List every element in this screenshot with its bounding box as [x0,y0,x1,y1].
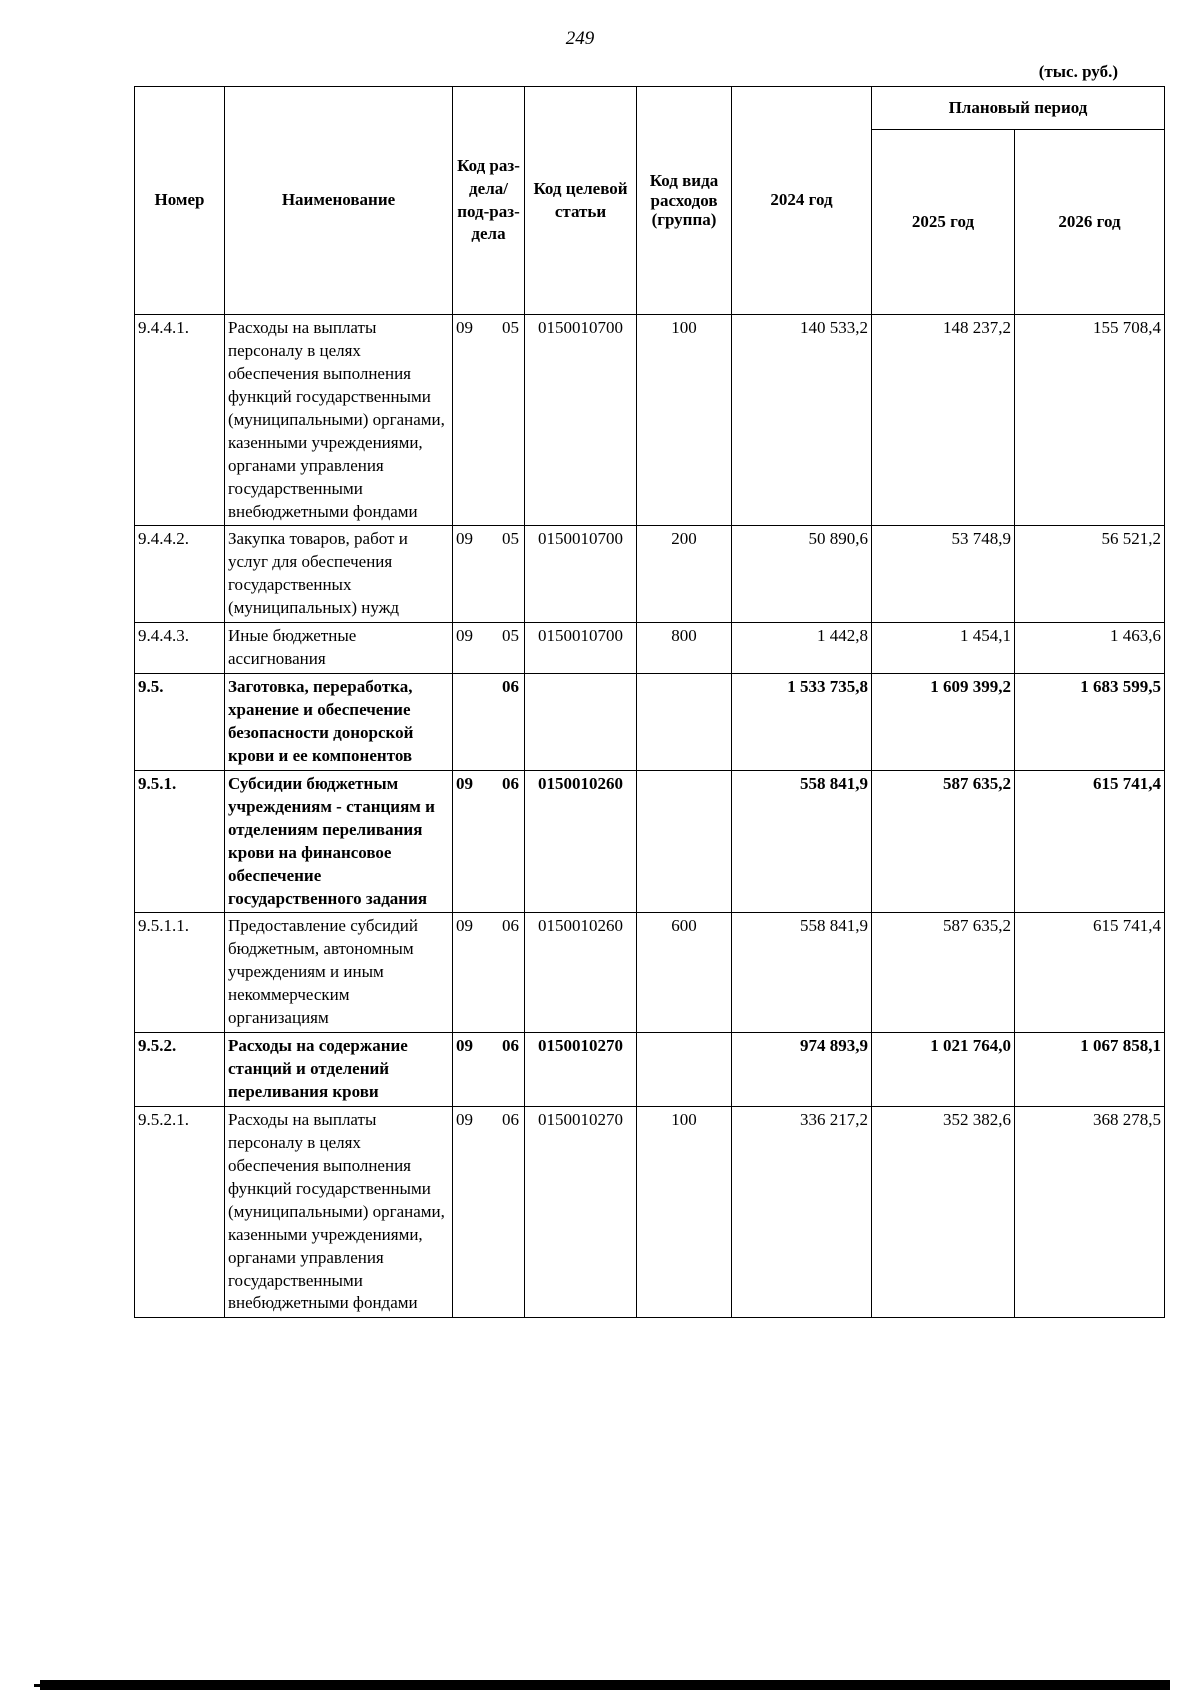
row-amount-2024: 974 893,9 [732,1033,872,1107]
subsection-code: 06 [502,916,519,936]
units-label: (тыс. руб.) [1038,62,1118,81]
row-expense-group: 100 [637,315,732,526]
row-amount-2024: 336 217,2 [732,1106,872,1317]
header-section-code: Код раз-дела/ под-раз-дела [453,87,525,315]
row-name: Иные бюджетные ассигнования [225,623,453,674]
table-row [135,674,1165,771]
row-amount-2024: 558 841,9 [732,913,872,1033]
row-name: Предоставление субсидий бюджетным, автономным учреждениям и иным некоммерческим организациям [225,913,453,1033]
row-name: Субсидии бюджетным учреждениям - станциям и отделениям переливания крови на финансовое обеспечение государственного задания [225,770,453,913]
row-expense-group: 100 [637,1106,732,1317]
table-row [135,1106,1165,1317]
header-expense-type: Код вида расходов (группа) [637,87,732,315]
row-name: Закупка товаров, работ и услуг для обеспечения государственных (муниципальных) нужд [225,526,453,623]
subsection-code: 05 [502,529,519,549]
page-number: 249 [565,28,595,49]
row-target-code: 0150010270 [525,1106,637,1317]
row-name: Расходы на выплаты персоналу в целях обеспечения выполнения функций государственными (муниципальными) органами, казенными учреждениями, органами управления государственными внебюджетными фондами [225,315,453,526]
subsection-code: 06 [502,773,519,793]
row-amount-2026: 56 521,2 [1015,526,1165,623]
row-expense-group [637,674,732,771]
table-header [135,87,1165,315]
bottom-rule [40,1680,1170,1690]
header-year-2026: 2026 год [1015,130,1165,315]
row-number: 9.5.2. [135,1033,225,1107]
header-target-code: Код целевой статьи [525,87,637,315]
table-row [135,526,1165,623]
header-year-2025: 2025 год [872,130,1015,315]
row-section-code [453,913,525,1033]
row-expense-group [637,770,732,913]
row-target-code: 0150010260 [525,770,637,913]
row-section-code [453,770,525,913]
row-section-code [453,674,525,771]
table-row [135,623,1165,674]
row-section-code [453,315,525,526]
row-amount-2026: 1 067 858,1 [1015,1033,1165,1107]
subsection-code: 05 [502,318,519,337]
table-row [135,770,1165,913]
section-code: 09 [456,773,473,793]
section-code: 09 [456,916,473,936]
row-expense-group [637,1033,732,1107]
budget-table [134,86,1165,1318]
row-expense-group: 800 [637,623,732,674]
table-row [135,1033,1165,1107]
header-name: Наименование [225,87,453,315]
subsection-code: 06 [502,677,519,697]
table-row [135,315,1165,526]
row-amount-2025: 148 237,2 [872,315,1015,526]
row-expense-group: 600 [637,913,732,1033]
header-year-2024: 2024 год [732,87,872,315]
row-name: Расходы на содержание станций и отделений переливания крови [225,1033,453,1107]
row-amount-2025: 587 635,2 [872,770,1015,913]
row-target-code: 0150010700 [525,623,637,674]
row-number: 9.5.1.1. [135,913,225,1033]
subsection-code: 06 [502,1109,519,1129]
row-expense-group: 200 [637,526,732,623]
row-target-code: 0150010700 [525,315,637,526]
row-amount-2024: 140 533,2 [732,315,872,526]
row-section-code [453,1033,525,1107]
row-number: 9.5.2.1. [135,1106,225,1317]
row-amount-2025: 352 382,6 [872,1106,1015,1317]
row-name: Расходы на выплаты персоналу в целях обеспечения выполнения функций государственными (муниципальными) органами, казенными учреждениями, органами управления государственными внебюджетными фондами [225,1106,453,1317]
row-target-code: 0150010270 [525,1033,637,1107]
row-amount-2024: 1 442,8 [732,623,872,674]
row-amount-2026: 1 683 599,5 [1015,674,1165,771]
row-amount-2024: 1 533 735,8 [732,674,872,771]
row-amount-2025: 587 635,2 [872,913,1015,1033]
row-amount-2026: 615 741,4 [1015,770,1165,913]
row-amount-2026: 1 463,6 [1015,623,1165,674]
row-amount-2026: 155 708,4 [1015,315,1165,526]
row-amount-2026: 615 741,4 [1015,913,1165,1033]
row-target-code [525,674,637,771]
row-target-code: 0150010700 [525,526,637,623]
row-number: 9.4.4.3. [135,623,225,674]
subsection-code: 05 [502,626,519,646]
row-amount-2026: 368 278,5 [1015,1106,1165,1317]
row-name: Заготовка, переработка, хранение и обеспечение безопасности донорской крови и ее компонентов [225,674,453,771]
header-number: Номер [135,87,225,315]
table-body [135,315,1165,1318]
row-amount-2025: 1 021 764,0 [872,1033,1015,1107]
section-code: 09 [456,318,473,337]
section-code: 09 [456,1109,473,1129]
row-number: 9.4.4.2. [135,526,225,623]
row-amount-2025: 53 748,9 [872,526,1015,623]
row-section-code [453,1106,525,1317]
section-code: 09 [456,626,473,646]
row-number: 9.5. [135,674,225,771]
row-amount-2025: 1 454,1 [872,623,1015,674]
row-section-code [453,623,525,674]
row-amount-2024: 558 841,9 [732,770,872,913]
subsection-code: 06 [502,1036,519,1056]
header-planning-period: Плановый период [872,87,1165,130]
row-section-code [453,526,525,623]
row-amount-2025: 1 609 399,2 [872,674,1015,771]
section-code: 09 [456,529,473,549]
row-number: 9.4.4.1. [135,315,225,526]
row-target-code: 0150010260 [525,913,637,1033]
row-number: 9.5.1. [135,770,225,913]
section-code: 09 [456,1036,473,1056]
table-row [135,913,1165,1033]
row-amount-2024: 50 890,6 [732,526,872,623]
